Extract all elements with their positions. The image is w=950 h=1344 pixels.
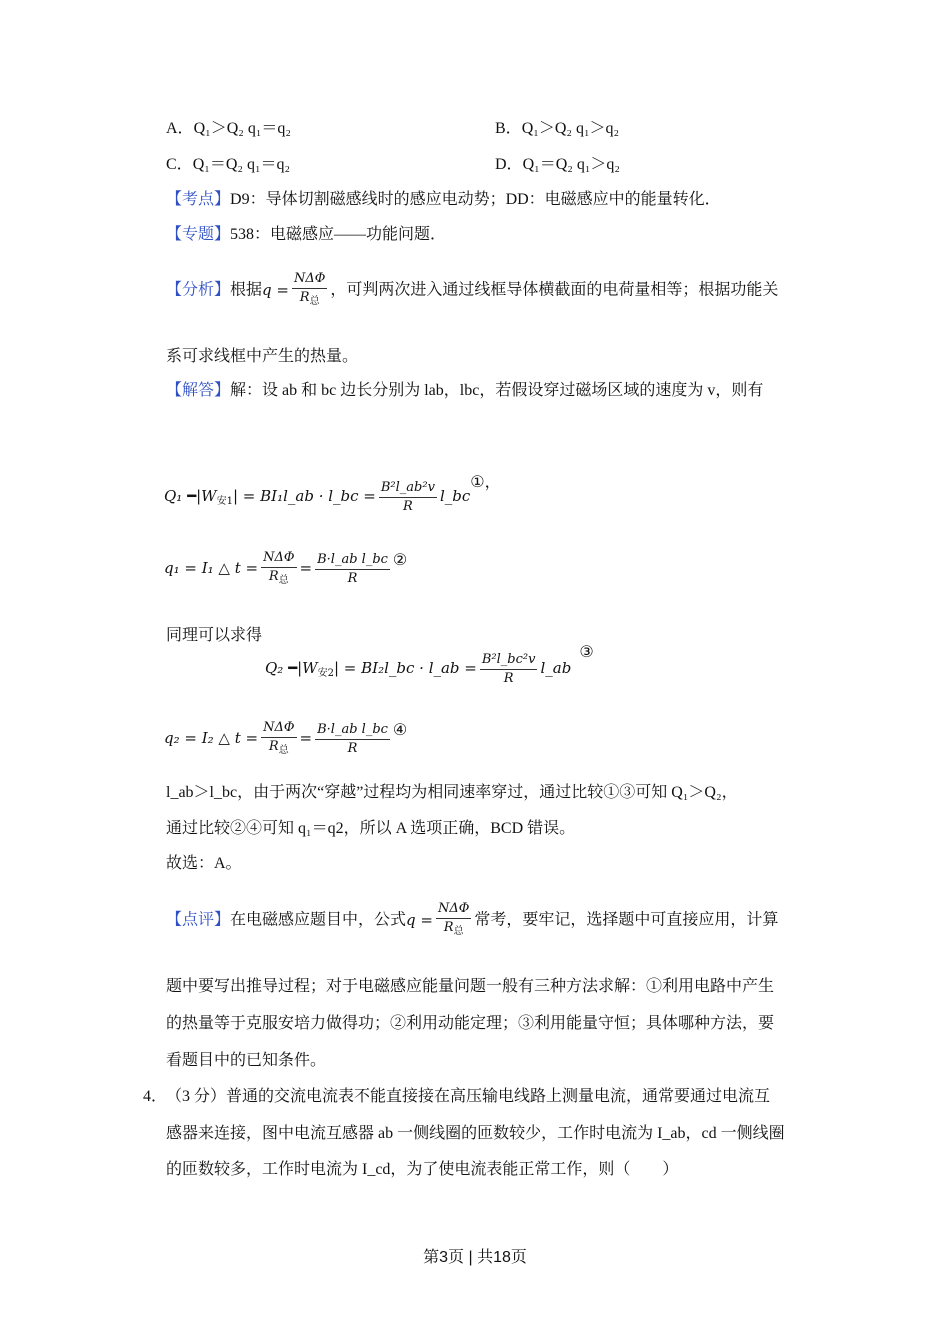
conclusion-line: 通过比较②④可知 q₁＝q2，所以 A 选项正确，BCD 错误。 — [166, 820, 576, 837]
formula-q — [406, 901, 474, 937]
fenxi-line — [166, 270, 778, 311]
option-c — [166, 155, 290, 175]
den-sub: 总 — [278, 744, 289, 756]
option-label: B． — [495, 120, 522, 137]
question-line: 感器来连接，图中电流互感器 ab 一侧线圈的匝数较少，工作时电流为 I_ab，cd 一侧线圈 — [166, 1125, 785, 1142]
kaodian-line — [166, 190, 721, 210]
conclusion-line: l_ab＞l_bc，由于两次“穿越”过程均为相同速率穿过，通过比较①③可知 Q₁＞Q₂， — [166, 784, 738, 801]
dianping-line: 的热量等于克服安培力做得功；②利用动能定理；③利用能量守恒；具体哪种方法，要 — [166, 1015, 775, 1032]
dianping-line — [166, 900, 778, 941]
denominator — [300, 289, 320, 311]
formula-q — [262, 271, 330, 307]
numerator: NΔΦ — [261, 549, 296, 568]
fraction — [261, 549, 296, 590]
option-d — [495, 155, 620, 175]
option-text: Q₁＞Q₂ q₁＝q₂ — [193, 120, 291, 137]
denominator: R — [347, 570, 358, 586]
denominator — [269, 738, 289, 760]
formula-part: = — [299, 729, 313, 747]
fraction — [480, 651, 538, 688]
formula-sub: 安2 — [317, 668, 334, 679]
section-text: D9：导体切割磁感线时的感应电动势；DD：电磁感应中的能量转化． — [230, 191, 721, 208]
fraction — [315, 721, 390, 758]
section-text: ，可判两次进入通过线框导体横截面的电荷量相等；根据功能关 — [330, 281, 779, 299]
answer-line: 故选：A。 — [166, 855, 242, 872]
dianping-line: 看题目中的已知条件。 — [166, 1052, 327, 1069]
den-main: R — [268, 738, 279, 754]
formula-lhs: q = — [406, 910, 433, 929]
section-tag: 【点评】 — [166, 911, 231, 929]
zhuanti-line — [166, 225, 446, 245]
numerator: B·l_ab l_bc — [315, 551, 390, 570]
fenxi-line-2: 系可求线框中产生的热量。 — [166, 348, 359, 365]
denominator: R — [403, 498, 413, 514]
equation-marker: ①， — [470, 472, 501, 491]
section-text: 常考，要牢记，选择题中可直接应用，计算 — [474, 911, 779, 929]
equation-marker: ④ — [392, 720, 408, 739]
numerator: NΔΦ — [261, 719, 296, 738]
question-line: 的匝数较多，工作时电流为 I_cd，为了使电流表能正常工作，则（ ） — [166, 1161, 679, 1178]
denominator: R — [503, 670, 514, 686]
section-text: 解：设 ab 和 bc 边长分别为 lab，lbc，若假设穿过磁场区域的速度为 v，则有 — [230, 382, 764, 399]
section-tag: 【解答】 — [166, 382, 231, 399]
option-label: C． — [166, 156, 193, 173]
jieda-line — [166, 381, 763, 401]
formula-part: l_ab — [540, 659, 572, 677]
section-text: 在电磁感应题目中，公式 — [230, 911, 407, 929]
formula-part: l_bc — [439, 487, 471, 505]
question-line: （3 分）普通的交流电流表不能直接接在高压输电线路上测量电流，通常要通过电流互 — [166, 1088, 771, 1105]
fraction — [436, 900, 471, 941]
numerator: B·l_ab l_bc — [315, 721, 390, 740]
section-tag: 【考点】 — [166, 191, 231, 208]
formula-2 — [164, 540, 407, 590]
fraction — [315, 551, 390, 588]
f3-intro: 同理可以求得 — [166, 627, 263, 644]
denominator — [444, 919, 464, 941]
denominator — [269, 568, 289, 590]
option-b — [495, 119, 619, 139]
option-label: D． — [495, 156, 523, 173]
formula-part: Q₁ ━|W — [164, 487, 217, 505]
numerator: NΔΦ — [436, 900, 471, 919]
equation-marker: ③ — [579, 642, 594, 661]
option-a — [166, 119, 291, 139]
formula-part: q₁ = I₁ △ t = — [164, 559, 259, 577]
formula-part: Q₂ ━|W — [265, 659, 318, 677]
den-main: R — [443, 920, 454, 935]
option-text: Q₁＝Q₂ q₁＞q₂ — [522, 156, 620, 173]
den-sub: 总 — [309, 296, 320, 307]
den-main: R — [299, 290, 310, 305]
fraction — [261, 719, 296, 760]
formula-part: | = BI₁l_ab · l_bc = — [232, 487, 376, 505]
formula-4 — [164, 710, 407, 760]
page-footer: 第3页 | 共18页 — [423, 1249, 527, 1266]
formula-sub: 安1 — [216, 496, 233, 507]
formula-part: q₂ = I₂ △ t = — [164, 729, 259, 747]
option-label: A． — [166, 120, 194, 137]
option-text: Q₁＝Q₂ q₁＝q₂ — [192, 156, 291, 173]
equation-marker: ② — [392, 550, 408, 569]
den-main: R — [268, 568, 279, 584]
fraction — [292, 270, 327, 311]
numerator: NΔΦ — [292, 270, 327, 289]
formula-part: | = BI₂l_bc · l_ab = — [333, 659, 477, 677]
numerator: B²l_ab²v — [379, 479, 437, 498]
section-text: 538：电磁感应——功能问题． — [230, 226, 447, 243]
dianping-line: 题中要写出推导过程；对于电磁感应能量问题一般有三种方法求解：①利用电路中产生 — [166, 978, 775, 995]
denominator: R — [347, 740, 358, 756]
formula-lhs: q = — [262, 280, 289, 299]
den-sub: 总 — [278, 574, 289, 586]
section-tag: 【专题】 — [166, 226, 231, 243]
numerator: B²l_bc²v — [480, 651, 538, 670]
formula-3 — [265, 632, 594, 694]
den-sub: 总 — [453, 926, 464, 937]
section-tag: 【分析】 — [166, 281, 231, 299]
question-number: 4． — [143, 1088, 168, 1105]
fraction — [379, 479, 437, 516]
option-text: Q₁＞Q₂ q₁＞q₂ — [521, 120, 620, 137]
section-text: 根据 — [230, 281, 263, 299]
formula-part: = — [299, 559, 313, 577]
formula-1 — [164, 462, 501, 522]
